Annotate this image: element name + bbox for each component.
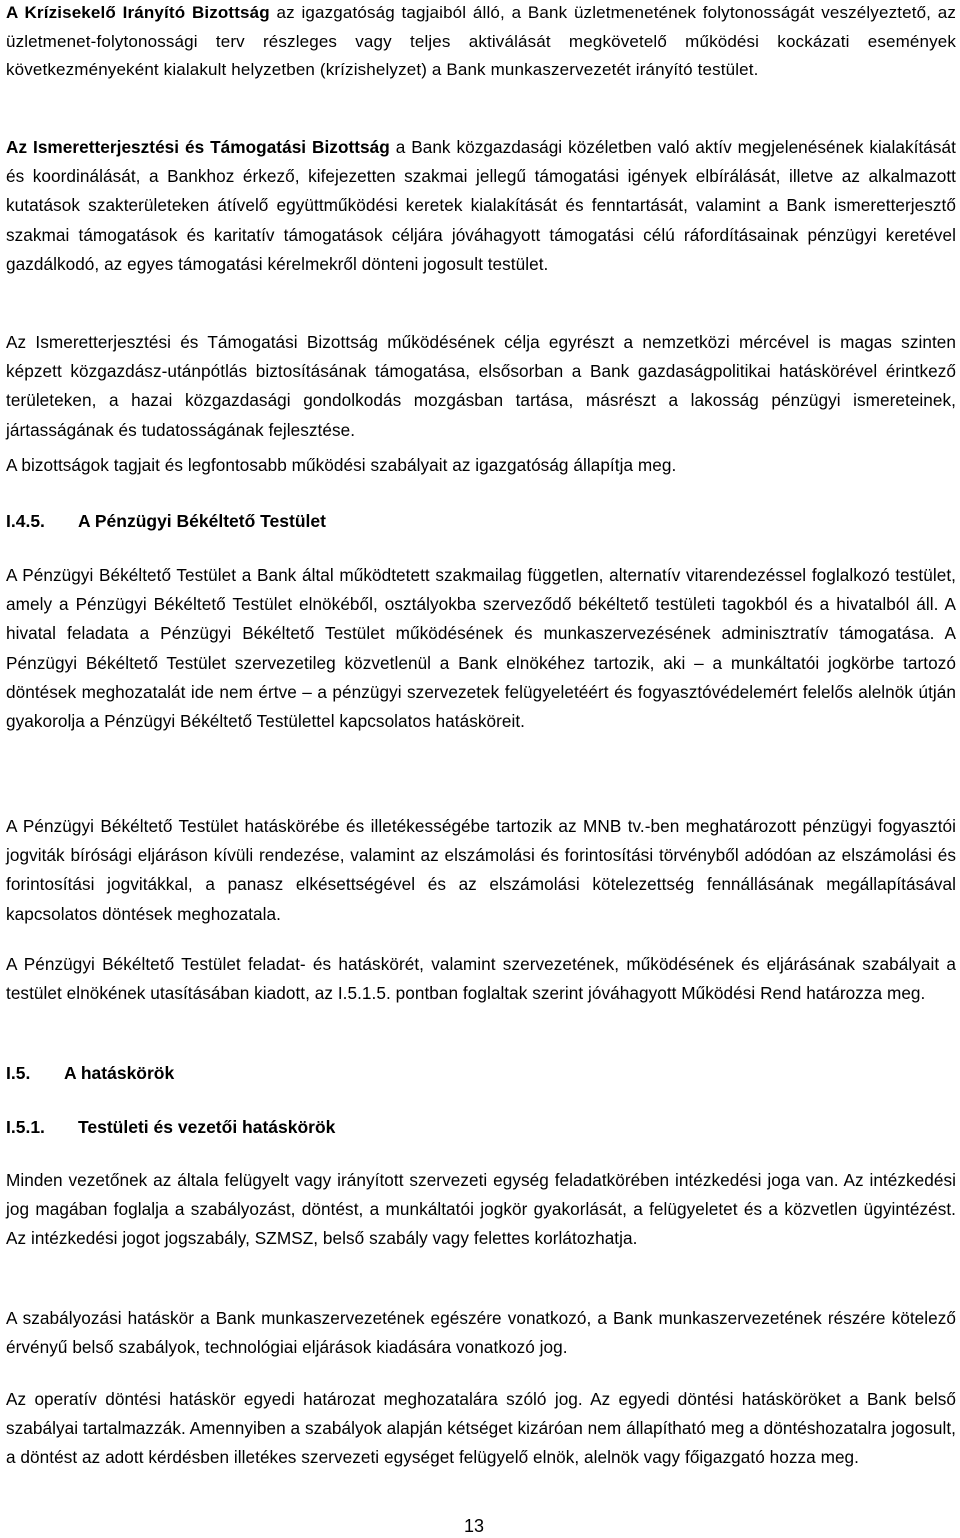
term-crisis-committee: A Krízisekelő Irányító Bizottság: [6, 3, 270, 22]
section-title: Testületi és vezetői hatáskörök: [78, 1117, 336, 1137]
paragraph-executive-rights: Minden vezetőnek az általa felügyelt vagy irányított szervezeti egység feladatkörében intézkedési joga van. Az intézkedési jog magában foglalja a szabályozást, döntést, a munkáltatói jogkör gyakorlását, a felügyeletet és a közvetlen ügyintézést. Az intézkedési jogot jogszabály, SZMSZ, belső szabály vagy felettes korlátozhatja.: [6, 1170, 956, 1249]
section-heading-i-4-5: [6, 507, 326, 536]
section-number: I.5.: [6, 1063, 31, 1083]
section-number: I.5.1.: [6, 1117, 45, 1137]
paragraph-arbitration-competence: A Pénzügyi Békéltető Testület hatáskörébe és illetékességébe tartozik az MNB tv.-ben meghatározott pénzügyi fogyasztói jogviták bírósági eljáráson kívüli rendezése, valamint az elszámolási és forintosítási törvényből adódóan az elszámolási és forintosítási jogvitákkal, a panasz elkésettségével és az elszámolási kötelezettség fennállásának megállapításával kapcsolatos döntések meghozatala.: [6, 816, 956, 924]
paragraph-committee-rules: A bizottságok tagjait és legfontosabb működési szabályait az igazgatóság állapítja meg.: [6, 455, 677, 475]
paragraph-crisis-committee: [6, 0, 956, 85]
paragraph-operative-authority: Az operatív döntési hatáskör egyedi határozat meghozatalára szóló jog. Az egyedi döntési hatásköröket a Bank belső szabályai tartalmazzák. Amennyiben a szabályok alapján kétséget kizáróan nem állapítható meg a döntéshozatalra jogosult, a döntést az adott kérdésben illetékes szervezeti egységet felügyelő elnök, alelnök vagy főigazgató hozza meg.: [6, 1389, 956, 1468]
section-title: A Pénzügyi Békéltető Testület: [78, 511, 326, 531]
paragraph-arbitration-rules: A Pénzügyi Békéltető Testület feladat- és hatáskörét, valamint szervezetének, működésének és eljárásának szabályait a testület elnökének utasításában kiadott, az I.5.1.5. pontban foglaltak szerint jóváhagyott Működési Rend határozza meg.: [6, 954, 956, 1004]
paragraph-text: a Bank közgazdasági közéletben való aktív megjelenésének kialakítását és koordinálását, a Bankhoz érkező, kifejezetten szakmai jellegű támogatási igények elbírálását, illetve az alkalmazott kutatások szakterületeken átívelő együttműködési keretek kialakítását és fenntartását, valamint a Bank ismeretterjesztő szakmai támogatások és karitatív támogatások céljára jóváhagyott támogatási célú ráfordításainak pénzügyi keretével gazdálkodó, az egyes támogatási kérelmekről dönteni jogosult testület.: [6, 137, 956, 274]
paragraph-education-committee: [6, 133, 956, 279]
section-heading-i-5-1: [6, 1113, 335, 1142]
paragraph-text: az igazgatóság tagjaiból álló, a Bank üzletmenetének folytonosságát veszélyeztető, az üzletmenet-folytonossági terv részleges vagy teljes aktiválását megkövetelő működési kockázati események következményeként kialakult helyzetben (krízishelyzet) a Bank munkaszervezetét irányító testület.: [6, 3, 957, 79]
section-heading-i-5: [6, 1059, 174, 1088]
term-education-committee: Az Ismeretterjesztési és Támogatási Bizottság: [6, 137, 390, 157]
section-number: I.4.5.: [6, 511, 45, 531]
section-title: A hatáskörök: [64, 1063, 175, 1083]
paragraph-regulatory-authority: A szabályozási hatáskör a Bank munkaszervezetének egészére vonatkozó, a Bank munkaszervezetének részére kötelező érvényű belső szabályok, technológiai eljárások kiadására vonatkozó jog.: [6, 1308, 956, 1358]
paragraph-arbitration-board: A Pénzügyi Békéltető Testület a Bank által működtetett szakmailag független, alternatív vitarendezéssel foglalkozó testület, amely a Pénzügyi Békéltető Testület elnökéből, osztályokba szerveződő békéltető testületi tagokból és a hivatalból áll. A hivatal feladata a Pénzügyi Békéltető Testület működésének és munkaszervezésének adminisztratív támogatása. A Pénzügyi Békéltető Testület szervezetileg közvetlenül a Bank elnökéhez tartozik, aki – a munkáltatói jogkörbe tartozó döntések meghozatalát ide nem értve – a pénzügyi szervezetek felügyeletéért és fogyasztóvédelemért felelős alelnök útján gyakorolja a Pénzügyi Békéltető Testülettel kapcsolatos hatásköreit.: [6, 565, 956, 732]
page-number: 13: [463, 1516, 485, 1536]
paragraph-committee-goal: Az Ismeretterjesztési és Támogatási Bizottság működésének célja egyrészt a nemzetközi mércével is magas szinten képzett közgazdász-utánpótlás biztosításának támogatása, elsősorban a Bank gazdaságpolitikai hatáskörével érintkező területeken, a hazai közgazdasági gondolkodás mozgásban tartása, másrészt a lakosság pénzügyi ismereteinek, jártasságának és tudatosságának fejlesztése.: [6, 332, 956, 440]
